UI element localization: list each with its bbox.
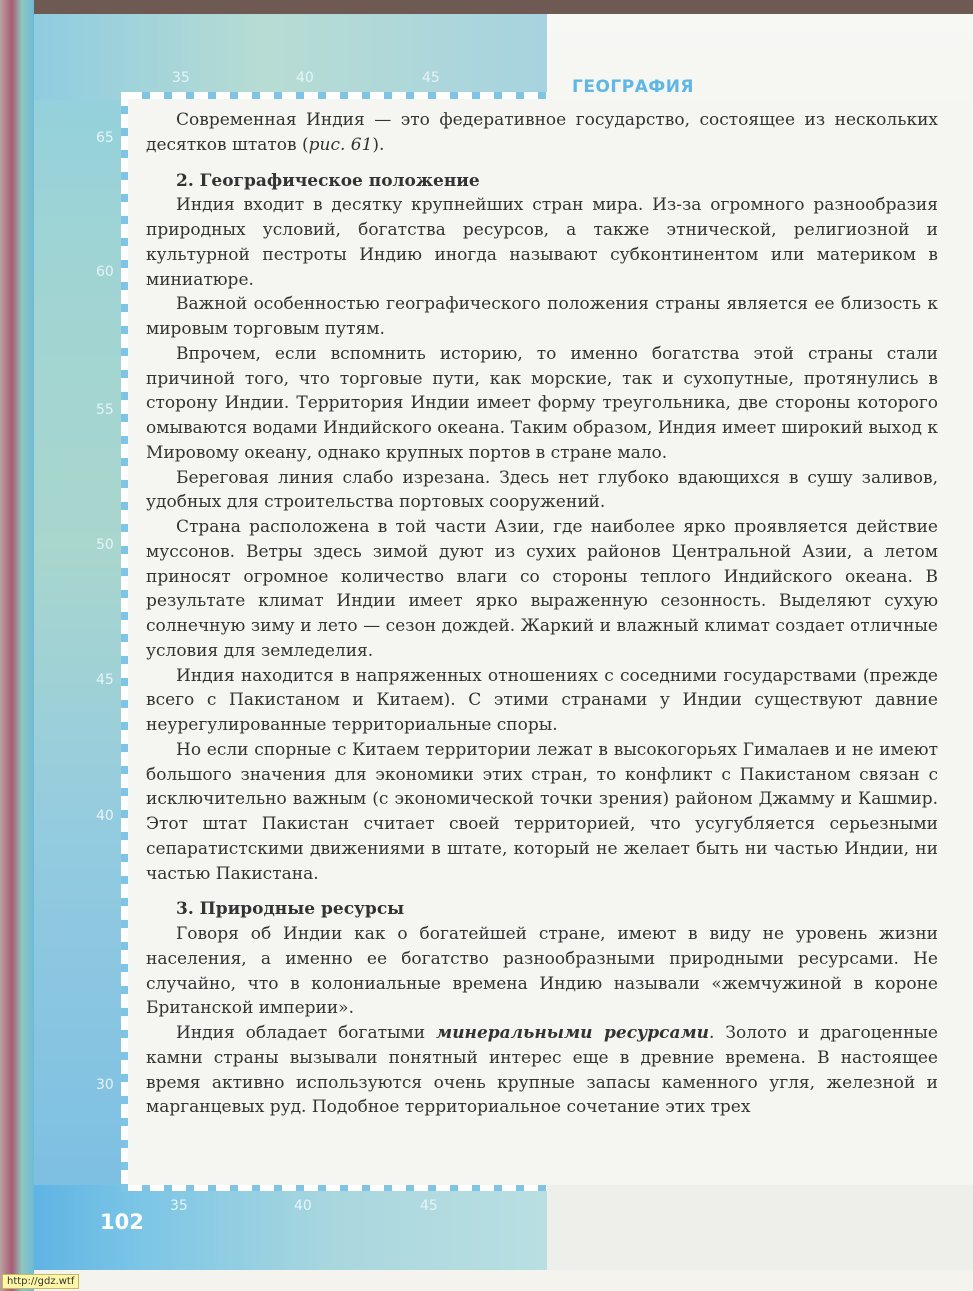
paragraph: Говоря об Индии как о богатейшей стране, имеют в виду не уровень жизни населения, а именно ее богатство разнообразными природными ресурсами. Не случайно, что в колониальные времена Индию называли «жемчужиной в короне Британской империи». [146,924,938,1019]
page-number: 102 [100,1210,144,1234]
section-heading: 2. Географическое положение [176,170,480,191]
grid-number: 40 [294,1198,312,1214]
grid-number: 60 [96,264,114,280]
emphasis-term: минеральными ресурсами [436,1023,710,1043]
subject-header: ГЕОГРАФИЯ [572,77,695,97]
grid-number: 40 [296,70,314,86]
grid-number: 45 [96,672,114,688]
paragraph: Береговая линия слабо изрезана. Здесь нет глубоко вдающихся в сушу заливов, удобных для строительства портовых сооружений. [146,467,938,513]
grid-number: 55 [96,402,114,418]
paragraph: Впрочем, если вспомнить историю, то именно богатства этой страны стали причиной того, что торговые пути, как морские, так и сухопутные, протянулись в сторону Индии. Территория Индии имеет форму треугольника, две стороны которого омываются водами Индийского океана. Таким образом, Индия имеет широкий выход к Мировому океану, однако крупных портов в стране мало. [146,343,938,463]
paragraph: Страна расположена в той части Азии, где наиболее ярко проявляется действие муссонов. Ветры здесь зимой дуют из сухих районов Центральной Азии, а летом приносят огромное количество влаги со стороны теплого Индийского океана. В результате климат Индии имеет ярко выраженную сезонность. Выделяют сухую солнечную зиму и лето — сезон дождей. Жаркий и влажный климат создает отличные условия для земледелия. [146,517,938,661]
page-text [146,108,938,1120]
grid-number: 35 [172,70,190,86]
grid-number: 35 [170,1198,188,1214]
frame-border-top [128,92,547,99]
frame-border-bottom [128,1185,547,1191]
grid-number: 50 [96,537,114,553]
page-top-edge [0,0,973,14]
paragraph: Индия обладает богатыми минеральными ресурсами. Золото и драгоценные камни страны вызывали понятный интерес еще в древние времена. В настоящее время активно используются очень крупные запасы каменного угля, железной и марганцевых руд. Подобное территориальное сочетание этих трех [146,1023,938,1118]
grid-number: 45 [420,1198,438,1214]
section-heading: 3. Природные ресурсы [176,899,405,920]
paragraph: Но если спорные с Китаем территории лежат в высокогорьях Гималаев и не имеют большого значения для экономики этих стран, то конфликт с Пакистаном связан с исключительно важным (с экономической точки зрения) районом Джамму и Кашмир. Этот штат Пакистан считает своей территорией, что усугубляется серьезными сепаратистскими движениями в штате, который не желает быть ни частью Индии, ни частью Пакистана. [146,739,938,884]
figure-reference: рис. 61 [308,134,373,155]
grid-number: 45 [422,70,440,86]
source-url-tag[interactable]: http://gdz.wtf [2,1274,79,1289]
grid-number: 40 [96,808,114,824]
right-bottom-area [547,1185,973,1270]
map-background-top [34,14,547,100]
grid-number: 65 [96,130,114,146]
map-background-left [34,14,128,1194]
frame-border-left [121,92,128,1192]
paragraph: Индия входит в десятку крупнейших стран мира. Из-за огромного разнообразия природных условий, богатства ресурсов, а также этнической, религиозной и культурной пестроты Индию иногда называют субконтинентом или материком в миниатюре. [146,195,938,290]
paragraph: Современная Индия — это федеративное государство, состоящее из нескольких десятков штатов (рис. 61). [146,110,938,155]
paragraph: Индия находится в напряженных отношениях с соседними государствами (прежде всего с Пакистаном и Китаем). С этими странами у Индии существуют давние неурегулированные территориальные споры. [146,665,938,735]
grid-number: 30 [96,1077,114,1093]
paragraph: Важной особенностью географического положения страны является ее близость к мировым торговым путям. [146,294,938,339]
book-edge [0,0,34,1291]
